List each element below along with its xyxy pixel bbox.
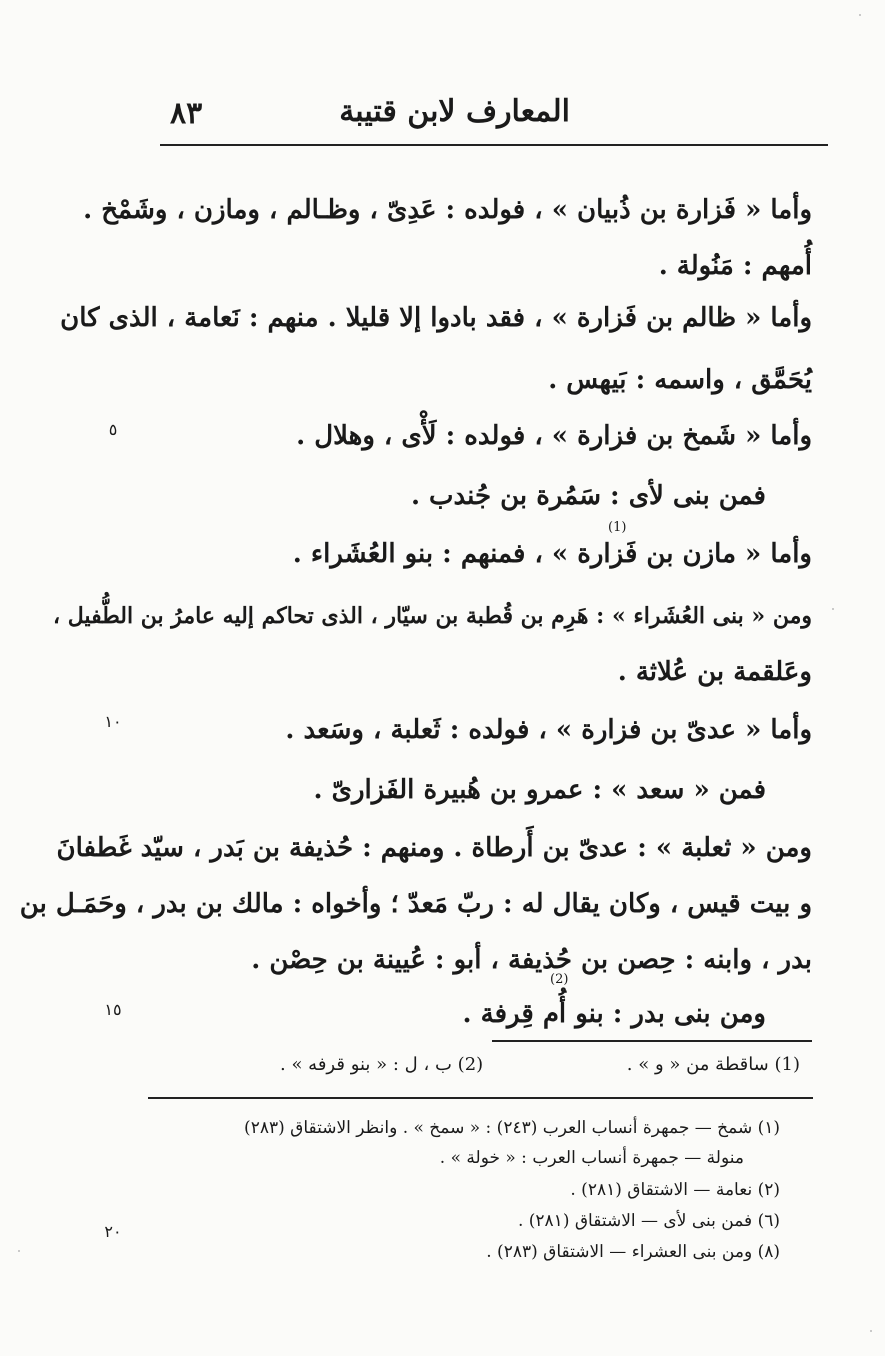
- text-line: وأما « شَمخ بن فزارة » ، فولده : لَأْى ، وهلال .: [296, 421, 812, 451]
- text-line: ومن « ثعلبة » : عدىّ بن أَرطاة . ومنهم : حُذيفة بن بَدر ، سيّد غَطفانَ: [56, 833, 812, 863]
- footnote-marker: (1): [608, 520, 627, 535]
- footnote-rule: [492, 1040, 812, 1042]
- paper-speck: [18, 1250, 20, 1252]
- text-line: وأما « عدىّ بن فزارة » ، فولده : ثَعلبة ، وسَعد .: [285, 715, 812, 745]
- apparatus-rule: [148, 1097, 813, 1099]
- line-number-15: ١٥: [104, 1000, 122, 1019]
- text-line: وعَلقمة بن عُلاثة .: [617, 657, 812, 687]
- footnote-item: (2) ب ، ل : « بنو قرفه » .: [280, 1054, 484, 1075]
- page-number: ٨٣: [170, 96, 203, 131]
- text-line: أُمهم : مَنُولة .: [658, 251, 812, 281]
- footnote-marker: (2): [550, 972, 569, 987]
- paper-speck: [832, 608, 834, 610]
- text-line: فمن بنى لأى : سَمُرة بن جُندب .: [410, 481, 766, 511]
- line-number-5: ٥: [108, 420, 118, 439]
- page-header: [160, 82, 828, 146]
- text-line: فمن « سعد » : عمرو بن هُبيرة الفَزارىّ .: [313, 775, 766, 805]
- text-line: وأما « فَزارة بن ذُبيان » ، فولده : عَدِىّ ، وظـالم ، ومازن ، وشَمْخ .: [83, 195, 812, 225]
- text-line: و بيت قيس ، وكان يقال له : ربّ مَعدّ ؛ وأخواه : مالك بن بدر ، وحَمَـل بن: [19, 889, 812, 919]
- paper-speck: [859, 14, 861, 16]
- running-title: المعارف لابن قتيبة: [339, 94, 570, 129]
- paper-speck: [870, 1330, 872, 1332]
- text-line: يُحَمَّق ، واسمه : بَيهس .: [548, 365, 812, 395]
- text-line: ومن بنى بدر : بنو أُم قِرفة .: [462, 999, 766, 1029]
- text-line: وأما « ظالم بن فَزارة » ، فقد بادوا إلا قليلا . منهم : نَعامة ، الذى كان: [60, 303, 812, 333]
- apparatus-line: منولة — جمهرة أنساب العرب : « خولة » .: [439, 1148, 744, 1168]
- text-line: وأما « مازن بن فَزارة » ، فمنهم : بنو العُشَراء .: [292, 539, 812, 569]
- apparatus-line: (٢) نعامة — الاشتقاق (٢٨١) .: [570, 1180, 780, 1200]
- line-number-10: ١٠: [104, 712, 122, 731]
- text-line: بدر ، وابنه : حِصن بن حُذيفة ، أبو : عُيينة بن حِصْن .: [251, 945, 812, 975]
- apparatus-line: (١) شمخ — جمهرة أنساب العرب (٢٤٣) : « سمخ » . وانظر الاشتقاق (٢٨٣): [244, 1118, 780, 1138]
- footnote-item: (1) ساقطة من « و » .: [626, 1054, 800, 1075]
- apparatus-line: (٦) فمن بنى لأى — الاشتقاق (٢٨١) .: [517, 1211, 780, 1231]
- footnotes: [280, 1054, 800, 1075]
- line-number-20: ٢٠: [104, 1222, 122, 1241]
- text-line: ومن « بنى العُشَراء » : هَرِم بن قُطبة بن سيّار ، الذى تحاكم إليه عامرُ بن الطُّفيل ،: [53, 603, 812, 629]
- apparatus-line: (٨) ومن بنى العشراء — الاشتقاق (٢٨٣) .: [486, 1242, 780, 1262]
